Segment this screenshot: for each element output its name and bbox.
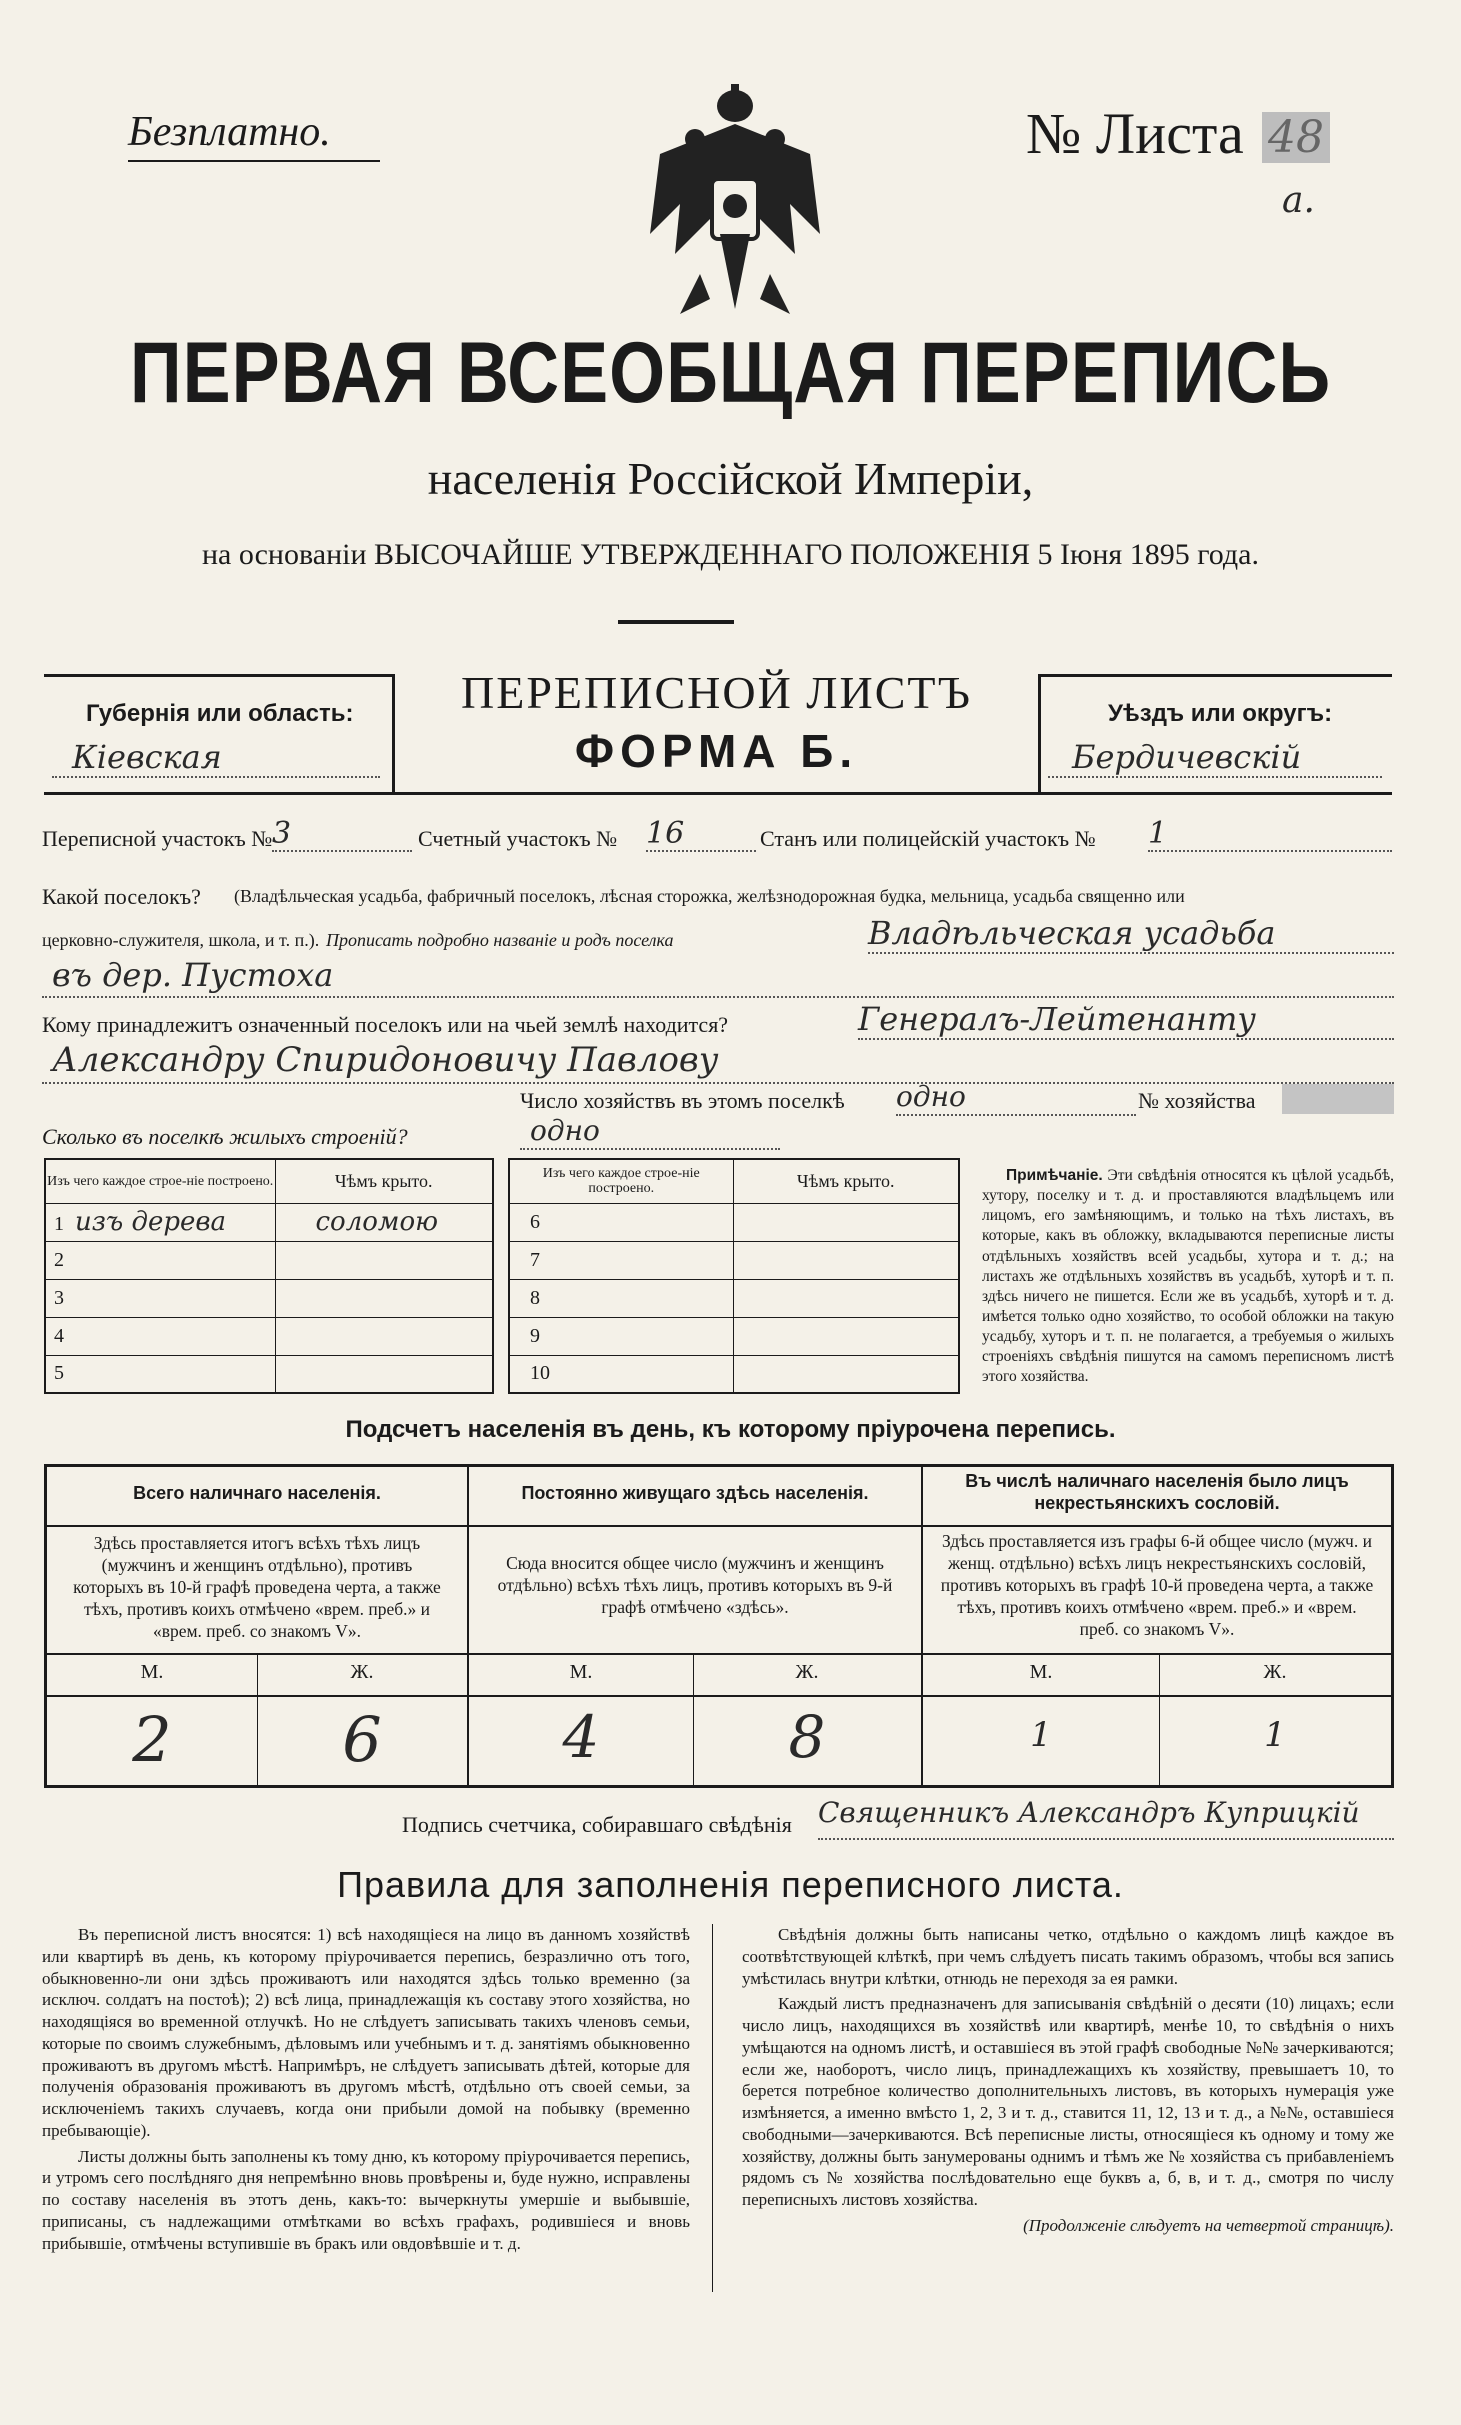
settlement-label: Какой поселокъ? [42, 884, 201, 909]
row-roof: соломою [275, 1203, 493, 1241]
buildings-label: Сколько въ поселкѣ жилыхъ строеній? [42, 1124, 408, 1149]
signature-value: Священникъ Александръ Куприцкій [818, 1796, 1394, 1840]
row-number: 6 [509, 1203, 733, 1241]
imperial-eagle-emblem [640, 84, 830, 324]
table-row [45, 1279, 493, 1317]
box-bottom [44, 792, 1392, 795]
free-label-underline [128, 160, 380, 162]
table-row [45, 1241, 493, 1279]
buildings-table-right [508, 1158, 960, 1394]
district-label: Уѣздъ или округъ: [1108, 700, 1333, 727]
settlement-hint-3: Прописать подробно названіе и родъ поселка [326, 930, 674, 950]
note-text: Эти свѣдѣнія относятся къ цѣлой усадьбѣ, хутору, поселку и т. д. и проставляются владѣльцемъ или лицомъ, его замѣняющимъ, и только на тѣхъ листахъ, въ которые, какъ въ обложку, вкладываются переписные листы отдѣльныхъ хозяйствъ всей усадьбы, хутора и т. д.; на листахъ же отдѣльныхъ хозяйствъ въ усадьбѣ, хуторѣ и т. п. здѣсь ничего не пишется. Если же въ усадьбѣ, хуторѣ и т. д. имѣется только одно хозяйство, то особой обложки на такую усадьбу, хуторъ и т. п. не полагается, а требуемыя о жилыхъ строеніяхъ свѣдѣнія пишутся на самомъ переписномъ листѣ этого хозяйства. [982, 1167, 1395, 1386]
row-roof [733, 1203, 959, 1241]
rules-column-divider [712, 1924, 713, 2292]
pop-col2-f-label: Ж. [795, 1661, 819, 1683]
pop-col1-m-value: 2 [132, 1703, 172, 1776]
police-area-value: 1 [1148, 816, 1392, 852]
sheet-no-suffix: а. [1282, 180, 1315, 221]
table-row [45, 1317, 493, 1355]
province-value: Кіевская [52, 738, 380, 778]
population-heading: Подсчетъ населенія въ день, къ которому пріурочена перепись. [345, 1416, 1116, 1443]
sheet-title: ПЕРЕПИСНОЙ ЛИСТЪ [461, 667, 972, 718]
pop-col3-f-label: Ж. [1263, 1661, 1287, 1683]
row-roof [733, 1355, 959, 1393]
row-number: 1 [54, 1213, 64, 1235]
sheet-no-value: 48 [1262, 112, 1330, 163]
row-roof [275, 1355, 493, 1393]
pop-col1-desc: Здѣсь проставляется итогъ всѣхъ тѣхъ лицъ (мужчинъ и женщинъ отдѣльно), противъ которыхъ въ 10-й графѣ проведена черта, а также тѣхъ, противъ коихъ отмѣчено «врем. преб.» и «врем. преб. со знакомъ V». [73, 1533, 441, 1641]
pop-col2-title: Постоянно живущаго здѣсь населенія. [521, 1483, 869, 1503]
row-number: 5 [45, 1355, 275, 1393]
population-table [44, 1464, 1394, 1788]
owner-label: Кому принадлежитъ означенный поселокъ или на чьей землѣ находится? [42, 1012, 729, 1037]
box-divider-right [1038, 674, 1041, 794]
household-no-value-box [1282, 1084, 1394, 1114]
basis-line: на основаніи ВЫСОЧАЙШЕ УТВЕРЖДЕННАГО ПОЛОЖЕНІЯ 5 Іюня 1895 года. [202, 538, 1259, 571]
rules-right-paragraph-2: Каждый листъ предназначенъ для записыванія свѣдѣній о десяти (10) лицахъ; если число лицъ, находящихся въ хозяйствѣ или квартирѣ, менѣе 10, то свѣдѣнія о нихъ умѣщаются на одномъ листѣ, и оставшіеся въ этой графѣ свободные №№ зачеркиваются; если же, наоборотъ, число лицъ, принадлежащихъ къ хозяйству, превышаетъ 10, то берется потребное количество дополнительныхъ листовъ, въ которыхъ нумерація уже измѣняется, а именно вмѣсто 1, 2, 3 и т. д., ставится 11, 12, 13 и т. д., а №№, оставшіеся свободными—зачеркиваются. Всѣ переписные листы, относящіеся къ одному и тому же хозяйству, должны быть занумерованы однимъ и тѣмъ же № хозяйства съ прибавленіемъ рядомъ съ № хозяйства послѣдовательно еще буквъ а, б, в, и т. д., смотря по числу переписныхъ листовъ хозяйства. [742, 1994, 1394, 2209]
table-row [509, 1317, 959, 1355]
rules-continued: (Продолженіе слѣдуетъ на четвертой страницѣ). [1023, 2215, 1394, 2235]
pop-col3-desc: Здѣсь проставляется изъ графы 6-й общее число (мужч. и женщ. отдѣльно) всѣхъ лицъ некрестьянскихъ сословій, противъ которыхъ въ графѣ 10-й проведена черта, а также тѣхъ, противъ коихъ отмѣчено «врем. преб.» и «врем. преб. со знакомъ V». [940, 1531, 1374, 1639]
pop-desc-rule [47, 1653, 1391, 1655]
households-label: Число хозяйствъ въ этомъ поселкѣ [520, 1088, 845, 1113]
rules-left-paragraph-2: Листы должны быть заполнены къ тому дню, къ которому пріурочивается перепись, и утромъ сего послѣдняго дня непремѣнно вновь провѣрены и, буде нужно, исправлены по составу населенія въ этотъ день, какъ-то: вычеркнуты умершіе и выбывшіе, приписаны, съ надлежащими отмѣтками во всѣхъ графахъ, родившіеся и вновь прибывшіе, отмѣчены вступившіе въ бракъ или овдовѣвшіе и т. д. [42, 2146, 690, 2253]
note-title: Примѣчаніе. [1006, 1167, 1103, 1184]
buildings-value: одно [520, 1114, 780, 1150]
owner-value-1: Генералъ-Лейтенанту [858, 1000, 1394, 1040]
rules-right-column [742, 1924, 1394, 2241]
pop-col1-f-label: Ж. [350, 1661, 374, 1683]
subtitle: населенія Россійской Имперіи, [427, 453, 1034, 504]
row-number: 3 [45, 1279, 275, 1317]
col-material-header: Изъ чего каждое строе-ніе построено. [509, 1159, 733, 1203]
police-area-label: Станъ или полицейскій участокъ № [760, 826, 1096, 851]
row-number: 2 [45, 1241, 275, 1279]
households-value: одно [896, 1080, 1136, 1116]
note-block [982, 1166, 1394, 1388]
table-row [45, 1355, 493, 1393]
main-title: ПЕРВАЯ ВСЕОБЩАЯ ПЕРЕПИСЬ [129, 325, 1332, 421]
sheet-no-label: № Листа [1026, 101, 1244, 166]
buildings-table-left [44, 1158, 494, 1394]
header-divider [618, 620, 734, 624]
row-roof [275, 1279, 493, 1317]
pop-col2-desc: Сюда вносится общее число (мужчинъ и женщинъ отдѣльно) всѣхъ тѣхъ лицъ, противъ которыхъ въ 9-й графѣ отмѣчено «здѣсь». [497, 1553, 893, 1617]
table-row [509, 1279, 959, 1317]
row-roof [275, 1241, 493, 1279]
free-label: Безплатно. [128, 109, 331, 155]
pop-col2-m-value: 4 [562, 1703, 600, 1771]
rules-left-paragraph-1: Въ переписной листъ вносятся: 1) всѣ находящіеся на лицо въ данномъ хозяйствѣ или квартирѣ въ день, къ которому пріурочивается перепись, безразлично отъ того, обыкновенно-ли они здѣсь проживаютъ или находятся здѣсь только временно (за исключ. солдатъ на постоѣ); 2) всѣ лица, принадлежащія къ составу этого хозяйства, но находящіяся во временной отлучкѣ. Но не слѣдуетъ записывать такихъ членовъ семьи, которые по своимъ служебнымъ, дѣловымъ или учебнымъ и т. д. занятіямъ обыкновенно проживаютъ въ другомъ мѣстѣ. Напримѣръ, не слѣдуетъ записывать дѣтей, которые для полученія образованія проживаютъ въ другомъ мѣстѣ, отдѣльно отъ своей семьи, за исключеніемъ такихъ случаевъ, когда они прибыли домой на побывку (временно пребывающіе). [42, 1925, 690, 2140]
col-roof-header: Чѣмъ крыто. [796, 1170, 895, 1191]
pop-col3-m-label: М. [1029, 1661, 1053, 1683]
count-area-value: 16 [646, 816, 756, 852]
pop-col1-f-value: 6 [342, 1703, 382, 1776]
province-label: Губернія или область: [86, 700, 354, 727]
settlement-value-1: Владѣльческая усадьба [868, 914, 1394, 954]
table-row [509, 1241, 959, 1279]
household-no-label: № хозяйства [1138, 1088, 1256, 1113]
col-material-header: Изъ чего каждое строе-ніе построено. [45, 1159, 275, 1203]
pop-col1-title: Всего наличнаго населенія. [133, 1483, 381, 1503]
census-area-value: 3 [272, 816, 412, 852]
row-roof [733, 1279, 959, 1317]
pop-col3-m-value: 1 [1030, 1715, 1052, 1755]
rules-right-paragraph-1: Свѣдѣнія должны быть написаны четко, отдѣльно о каждомъ лицѣ каждое въ соотвѣтствующей клѣткѣ, при чемъ слѣдуетъ писать такимъ образомъ, чтобы вся запись умѣстилась внутри клѣтки, отнюдь не переходя за ея рамки. [742, 1925, 1394, 1988]
signature-label: Подпись счетчика, собиравшаго свѣдѣнія [402, 1812, 792, 1837]
row-number: 4 [45, 1317, 275, 1355]
settlement-value-2: въ дер. Пустоха [42, 956, 1394, 998]
pop-col3-title: Въ числѣ наличнаго населенія было лицъ некрестьянскихъ сословій. [965, 1471, 1349, 1513]
row-number: 8 [509, 1279, 733, 1317]
form-title: ФОРМА Б. [574, 725, 859, 777]
rules-left-column [42, 1924, 690, 2258]
row-material: изъ дерева [75, 1207, 227, 1237]
table-row [509, 1355, 959, 1393]
pop-title-rule [47, 1525, 1391, 1527]
row-number: 10 [509, 1355, 733, 1393]
table-row [45, 1203, 493, 1241]
pop-col1-m-label: М. [140, 1661, 164, 1683]
pop-col2-f-value: 8 [788, 1703, 826, 1771]
row-roof [733, 1317, 959, 1355]
row-roof [275, 1317, 493, 1355]
census-area-label: Переписной участокъ № [42, 826, 273, 851]
row-roof [733, 1241, 959, 1279]
settlement-hint-1: (Владѣльческая усадьба, фабричный поселокъ, лѣсная сторожка, желѣзнодорожная будка, мельница, усадьба священно или [234, 886, 1185, 906]
col-roof-header: Чѣмъ крыто. [334, 1170, 433, 1191]
box-top-right [1038, 674, 1392, 677]
owner-value-2: Александру Спиридоновичу Павлову [42, 1040, 1394, 1084]
count-area-label: Счетный участокъ № [418, 826, 618, 851]
pop-col2-m-label: М. [569, 1661, 593, 1683]
box-top-left [44, 674, 392, 677]
table-row [509, 1203, 959, 1241]
row-number: 9 [509, 1317, 733, 1355]
settlement-hint-2: церковно-служителя, школа, и т. п.). [42, 930, 320, 950]
row-number: 7 [509, 1241, 733, 1279]
district-value: Бердичевскій [1048, 738, 1382, 778]
pop-label-rule [47, 1695, 1391, 1697]
rules-heading: Правила для заполненія переписного листа. [337, 1864, 1124, 1905]
pop-col3-f-value: 1 [1264, 1715, 1286, 1755]
